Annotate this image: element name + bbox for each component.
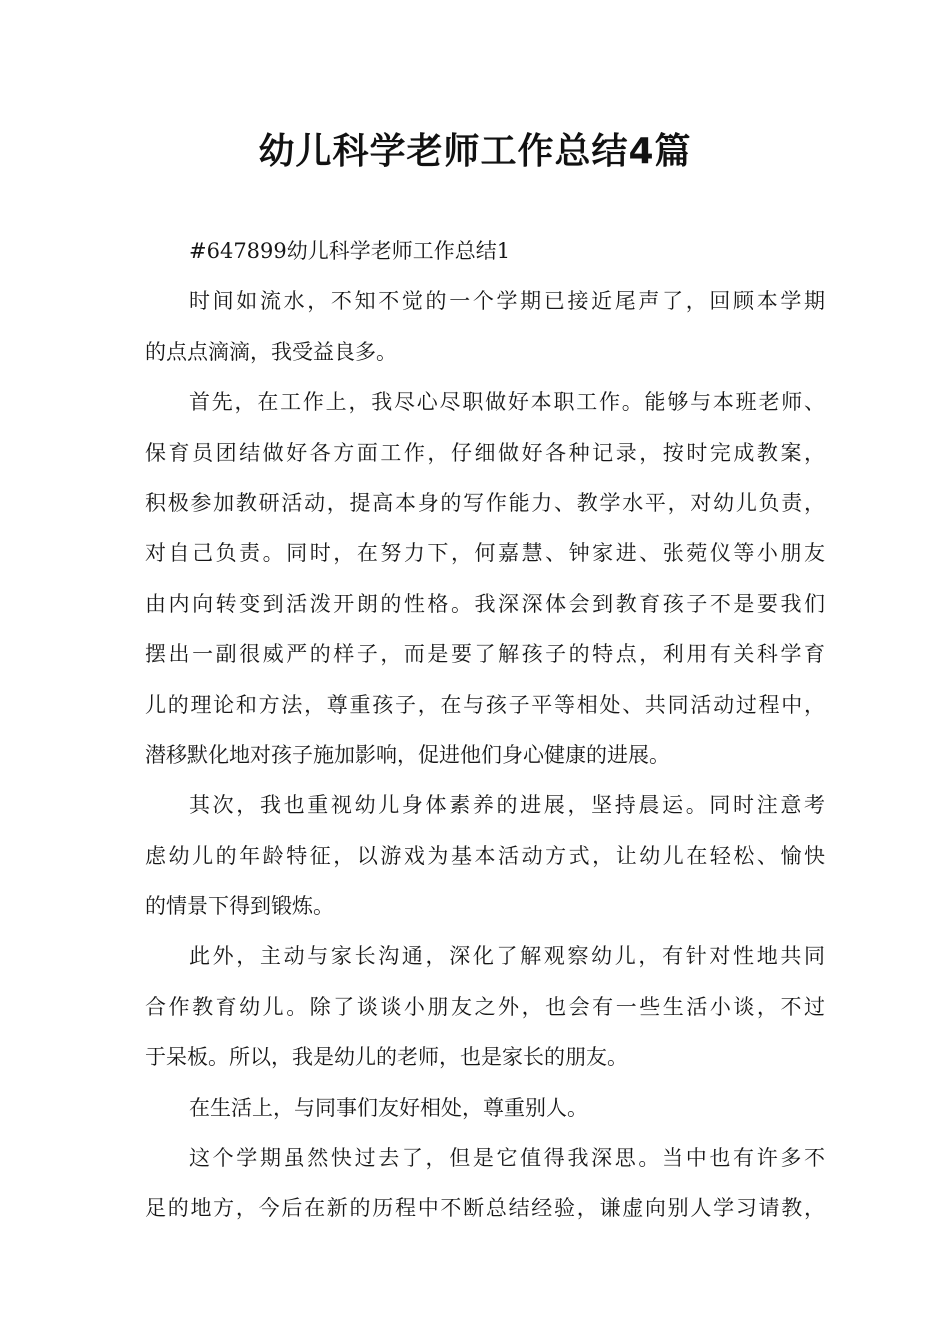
paragraph-line: 这个学期虽然快过去了，但是它值得我深思。当中也有许多不 bbox=[189, 1146, 825, 1171]
paragraph-line: 潜移默化地对孩子施加影响，促进他们身心健康的进展。 bbox=[145, 742, 670, 767]
paragraph-line: 虑幼儿的年龄特征，以游戏为基本活动方式，让幼儿在轻松、愉快 bbox=[145, 843, 825, 868]
paragraph-line: 其次，我也重视幼儿身体素养的进展，坚持晨运。同时注意考 bbox=[189, 793, 825, 818]
paragraph-line: 于呆板。所以，我是幼儿的老师，也是家长的朋友。 bbox=[145, 1045, 628, 1070]
paragraph-line: 儿的理论和方法，尊重孩子，在与孩子平等相处、共同活动过程中， bbox=[145, 692, 825, 717]
paragraph-line: 的情景下得到锻炼。 bbox=[145, 894, 334, 919]
paragraph-line: 时间如流水，不知不觉的一个学期已接近尾声了，回顾本学期 bbox=[189, 289, 825, 314]
paragraph-line: 在生活上，与同事们友好相处，尊重别人。 bbox=[189, 1095, 588, 1120]
paragraph-line: 的点点滴滴，我受益良多。 bbox=[145, 339, 397, 364]
document-body bbox=[145, 226, 825, 1234]
paragraph-line: 此外，主动与家长沟通，深化了解观察幼儿，有针对性地共同 bbox=[189, 944, 825, 969]
paragraph-line: 对自己负责。同时，在努力下，何嘉慧、钟家进、张菀仪等小朋友 bbox=[145, 541, 825, 566]
paragraph-line: 首先，在工作上，我尽心尽职做好本职工作。能够与本班老师、 bbox=[189, 390, 825, 415]
document-title: 幼儿科学老师工作总结4篇 bbox=[258, 131, 692, 172]
paragraph-line: 摆出一副很威严的样子，而是要了解孩子的特点，利用有关科学育 bbox=[145, 642, 825, 667]
paragraph-line: 足的地方，今后在新的历程中不断总结经验，谦虚向别人学习请教， bbox=[145, 1196, 825, 1221]
section-heading: #647899幼儿科学老师工作总结1 bbox=[189, 239, 511, 263]
paragraph-line: 保育员团结做好各方面工作，仔细做好各种记录，按时完成教案， bbox=[145, 440, 825, 465]
paragraph-line: 积极参加教研活动，提高本身的写作能力、教学水平，对幼儿负责， bbox=[145, 490, 825, 515]
paragraph-line: 合作教育幼儿。除了谈谈小朋友之外，也会有一些生活小谈，不过 bbox=[145, 994, 825, 1019]
paragraph-line: 由内向转变到活泼开朗的性格。我深深体会到教育孩子不是要我们 bbox=[145, 591, 825, 616]
